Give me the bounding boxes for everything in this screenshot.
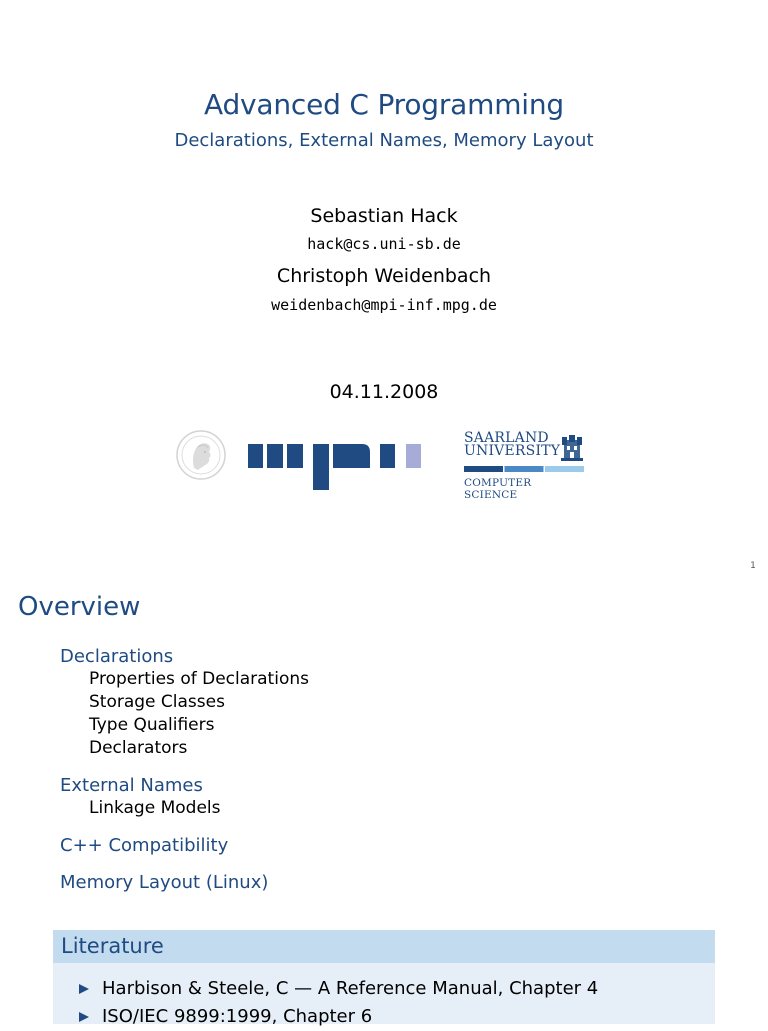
frame-title: Overview — [18, 592, 141, 622]
toc-section[interactable]: C++ Compatibility — [60, 835, 229, 856]
author-email: weidenbach@mpi-inf.mpg.de — [271, 296, 497, 314]
literature-item — [53, 1003, 715, 1031]
university-crest-icon — [560, 434, 584, 462]
toc-section[interactable]: Memory Layout (Linux) — [60, 872, 269, 893]
toc-subsection[interactable]: Declarators — [89, 738, 188, 758]
literature-text: Harbison & Steele, C — A Reference Manual, Chapter 4 — [102, 978, 599, 999]
block-body — [53, 963, 715, 1027]
triangle-bullet-icon — [79, 1012, 89, 1022]
saarland-name: SAARLAND UNIVERSITY — [464, 430, 561, 459]
toc-subsection[interactable]: Type Qualifiers — [89, 715, 215, 735]
page-number: 1 — [750, 561, 756, 571]
toc-section[interactable]: Declarations — [60, 646, 174, 667]
color-bar — [505, 466, 544, 472]
department-name: COMPUTER SCIENCE — [464, 477, 532, 501]
saarland-university-logo — [463, 430, 587, 501]
block-title: Literature — [53, 930, 715, 963]
toc-group — [60, 872, 660, 894]
institution-logos — [0, 428, 768, 501]
overview-slide — [0, 580, 768, 1027]
toc-group — [60, 646, 660, 760]
color-bar — [545, 466, 584, 472]
toc-subsection[interactable]: Storage Classes — [89, 692, 225, 712]
author-email: hack@cs.uni-sb.de — [307, 235, 461, 253]
literature-text: ISO/IEC 9899:1999, Chapter 6 — [102, 1006, 373, 1027]
toc-subsection[interactable]: Properties of Declarations — [89, 669, 309, 689]
mpi-logo — [248, 440, 424, 492]
color-bar — [464, 466, 503, 472]
presentation-subtitle: Declarations, External Names, Memory Layout — [174, 130, 594, 151]
saarland-color-bars — [464, 466, 584, 472]
presentation-title: Advanced C Programming — [204, 88, 564, 121]
literature-block — [53, 930, 715, 1027]
max-planck-seal-icon — [176, 430, 226, 480]
table-of-contents — [60, 646, 660, 894]
author-name: Christoph Weidenbach — [276, 265, 492, 287]
toc-section[interactable]: External Names — [60, 775, 203, 796]
author-name: Sebastian Hack — [310, 205, 458, 227]
presentation-date: 04.11.2008 — [329, 381, 439, 403]
toc-subsection[interactable]: Linkage Models — [89, 798, 221, 818]
triangle-bullet-icon — [79, 984, 89, 994]
toc-group — [60, 775, 660, 820]
literature-item — [53, 975, 715, 1003]
toc-group — [60, 835, 660, 857]
